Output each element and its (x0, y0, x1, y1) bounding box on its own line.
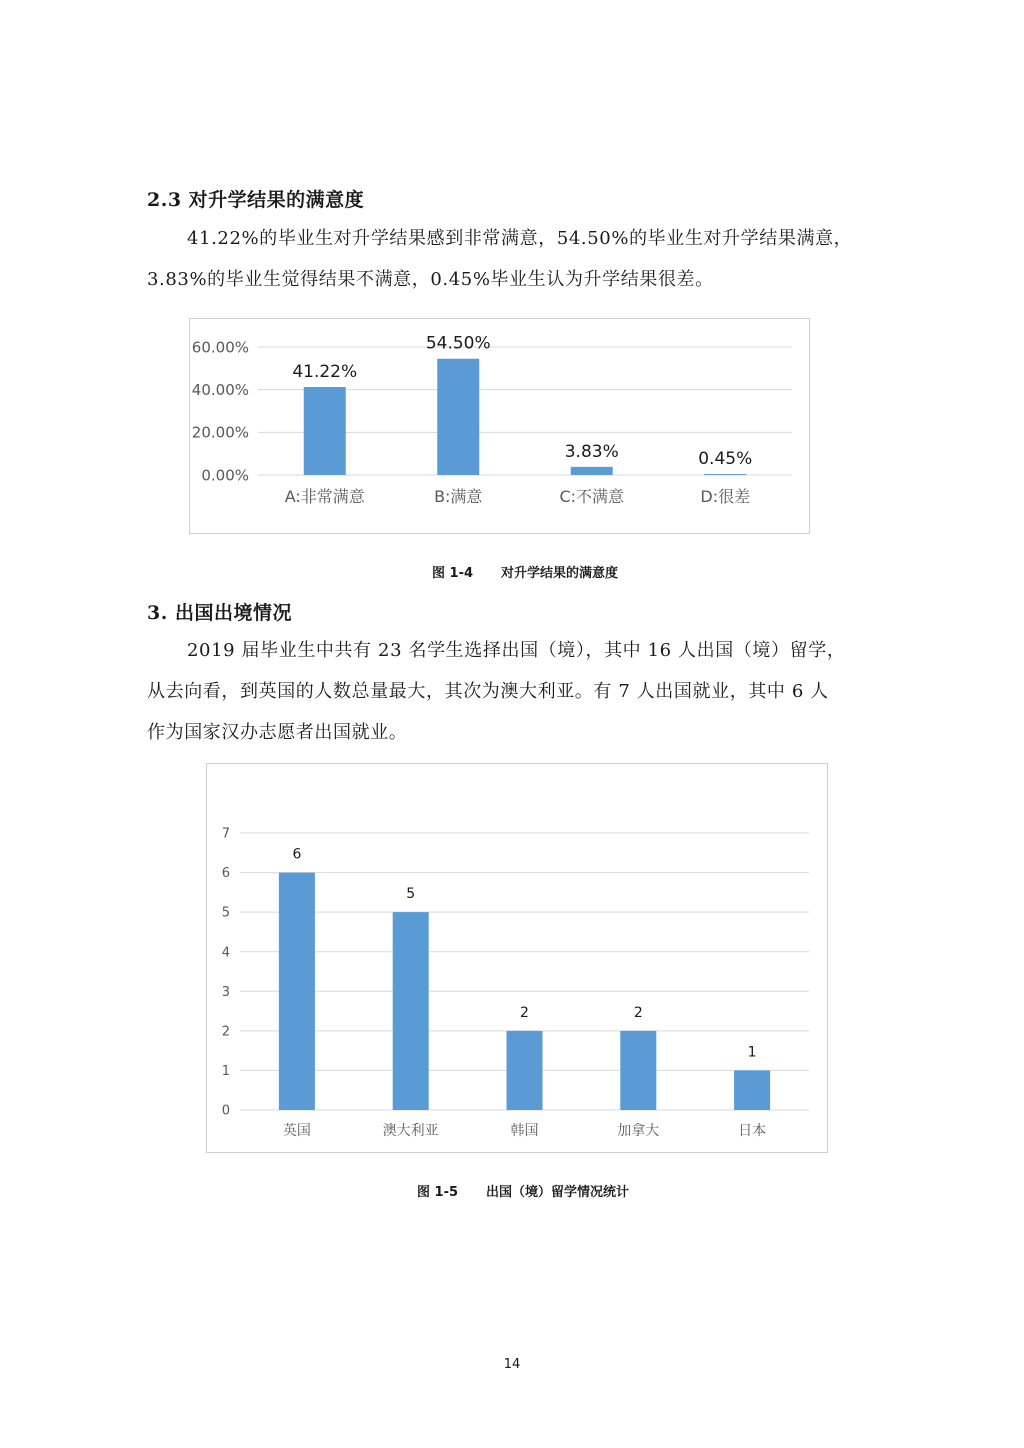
data-label: 2 (633, 1004, 643, 1021)
data-label: 5 (406, 886, 416, 903)
x-tick-label: D:很差 (700, 487, 751, 506)
study-abroad-chart (206, 763, 828, 1153)
y-tick-label: 0.00% (201, 466, 249, 485)
data-label: 6 (292, 846, 302, 863)
x-tick-label: 英国 (282, 1123, 311, 1139)
x-tick-label: 韩国 (510, 1123, 539, 1139)
figure-title: 对升学结果的满意度 (501, 566, 619, 581)
x-tick-label: 日本 (738, 1123, 767, 1139)
x-tick-label: C:不满意 (559, 487, 625, 506)
bar (437, 359, 479, 475)
figure-caption-1-4 (432, 562, 618, 581)
bar (571, 467, 613, 475)
paragraph-line: 从去向看，到英国的人数总量最大，其次为澳大利亚。有 7 人出国就业，其中 6 人 (147, 681, 829, 702)
y-tick-label: 6 (221, 866, 230, 882)
y-tick-label: 1 (221, 1063, 230, 1079)
x-tick-label: B:满意 (434, 487, 483, 506)
y-tick-label: 2 (221, 1024, 230, 1040)
x-tick-label: 加拿大 (617, 1123, 660, 1139)
section-heading-2-3: 2.3 对升学结果的满意度 (147, 189, 365, 211)
paragraph-line: 3.83%的毕业生觉得结果不满意，0.45%毕业生认为升学结果很差。 (147, 269, 714, 290)
figure-number: 图 1-4 (432, 566, 474, 581)
y-tick-label: 4 (221, 945, 230, 961)
figure-title: 出国（境）留学情况统计 (486, 1185, 630, 1200)
y-tick-label: 20.00% (191, 423, 249, 442)
page-number: 14 (503, 1357, 521, 1372)
figure-number: 图 1-5 (417, 1185, 459, 1200)
bar (393, 912, 429, 1110)
y-tick-label: 40.00% (191, 380, 249, 399)
bar (704, 474, 746, 475)
data-label: 2 (520, 1004, 529, 1021)
bar (507, 1031, 543, 1110)
figure-caption-1-5 (417, 1181, 629, 1200)
data-label: 0.45% (698, 449, 753, 470)
paragraph-line: 作为国家汉办志愿者出国就业。 (147, 722, 408, 743)
paragraph-line: 41.22%的毕业生对升学结果感到非常满意，54.50%的毕业生对升学结果满意， (187, 228, 853, 249)
bar (734, 1070, 770, 1110)
bar (279, 873, 315, 1110)
bar (620, 1031, 656, 1110)
data-label: 41.22% (292, 362, 358, 383)
data-label: 1 (747, 1044, 757, 1061)
y-tick-label: 7 (221, 826, 230, 842)
study-abroad-chart-svg (207, 764, 827, 1152)
paragraph-line: 2019 届毕业生中共有 23 名学生选择出国（境），其中 16 人出国（境）留学， (187, 640, 846, 661)
x-tick-label: 澳大利亚 (382, 1123, 439, 1139)
satisfaction-chart (189, 318, 810, 534)
y-tick-label: 0 (221, 1103, 230, 1119)
x-tick-label: A:非常满意 (284, 487, 365, 506)
satisfaction-chart-svg (190, 319, 809, 533)
data-label: 54.50% (425, 333, 491, 354)
section-heading-3: 3. 出国出境情况 (147, 602, 292, 624)
y-tick-label: 60.00% (191, 338, 249, 357)
bar (304, 387, 346, 475)
y-tick-label: 5 (221, 905, 230, 921)
y-tick-label: 3 (221, 984, 230, 1000)
data-label: 3.83% (564, 441, 619, 462)
